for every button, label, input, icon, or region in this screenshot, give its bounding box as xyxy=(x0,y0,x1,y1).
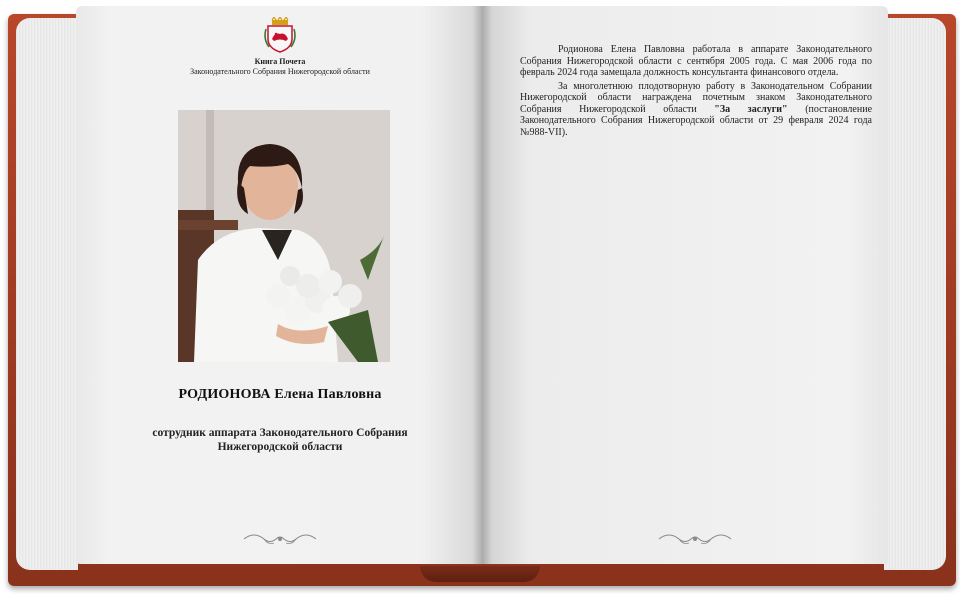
biography-paragraph-2 xyxy=(520,81,872,139)
position-line-2: Нижегородской области xyxy=(217,441,343,453)
book-gutter xyxy=(472,6,492,564)
coat-of-arms-icon xyxy=(263,17,297,53)
person-name: РОДИОНОВА Елена Павловна xyxy=(178,387,382,402)
flourish-ornament-icon xyxy=(655,531,735,547)
paragraph-2-start: За многолетнюю плодотворную работу в Законодательном Собрании Нижегородской области награждена почетным знаком Законодательного Собрания Нижегородской области xyxy=(520,80,872,115)
award-name: "За заслуги" xyxy=(714,103,788,115)
position-line-1: сотрудник аппарата Законодательного Собрания xyxy=(152,427,408,439)
biography-paragraph-1: Родионова Елена Павловна работала в аппарате Законодательного Собрания Нижегородской области с сентября 2005 года. С мая 2006 года по февраль 2024 года замещала должность консультанта финансового отдела. xyxy=(520,44,872,78)
book-spine xyxy=(420,566,540,582)
left-page-stack xyxy=(16,18,78,570)
flourish-ornament-icon xyxy=(240,531,320,547)
paragraph-2-end: (постановление Законодательного Собрания Нижегородской области от 29 февраля 2024 года №988-VII). xyxy=(520,103,873,138)
biography-text xyxy=(520,44,872,140)
organization-name: Законодательного Собрания Нижегородской области xyxy=(190,67,370,76)
portrait-photo xyxy=(178,110,390,362)
person-position xyxy=(120,426,440,454)
right-page-stack xyxy=(884,18,946,570)
book-title: Книга Почета xyxy=(254,57,306,66)
